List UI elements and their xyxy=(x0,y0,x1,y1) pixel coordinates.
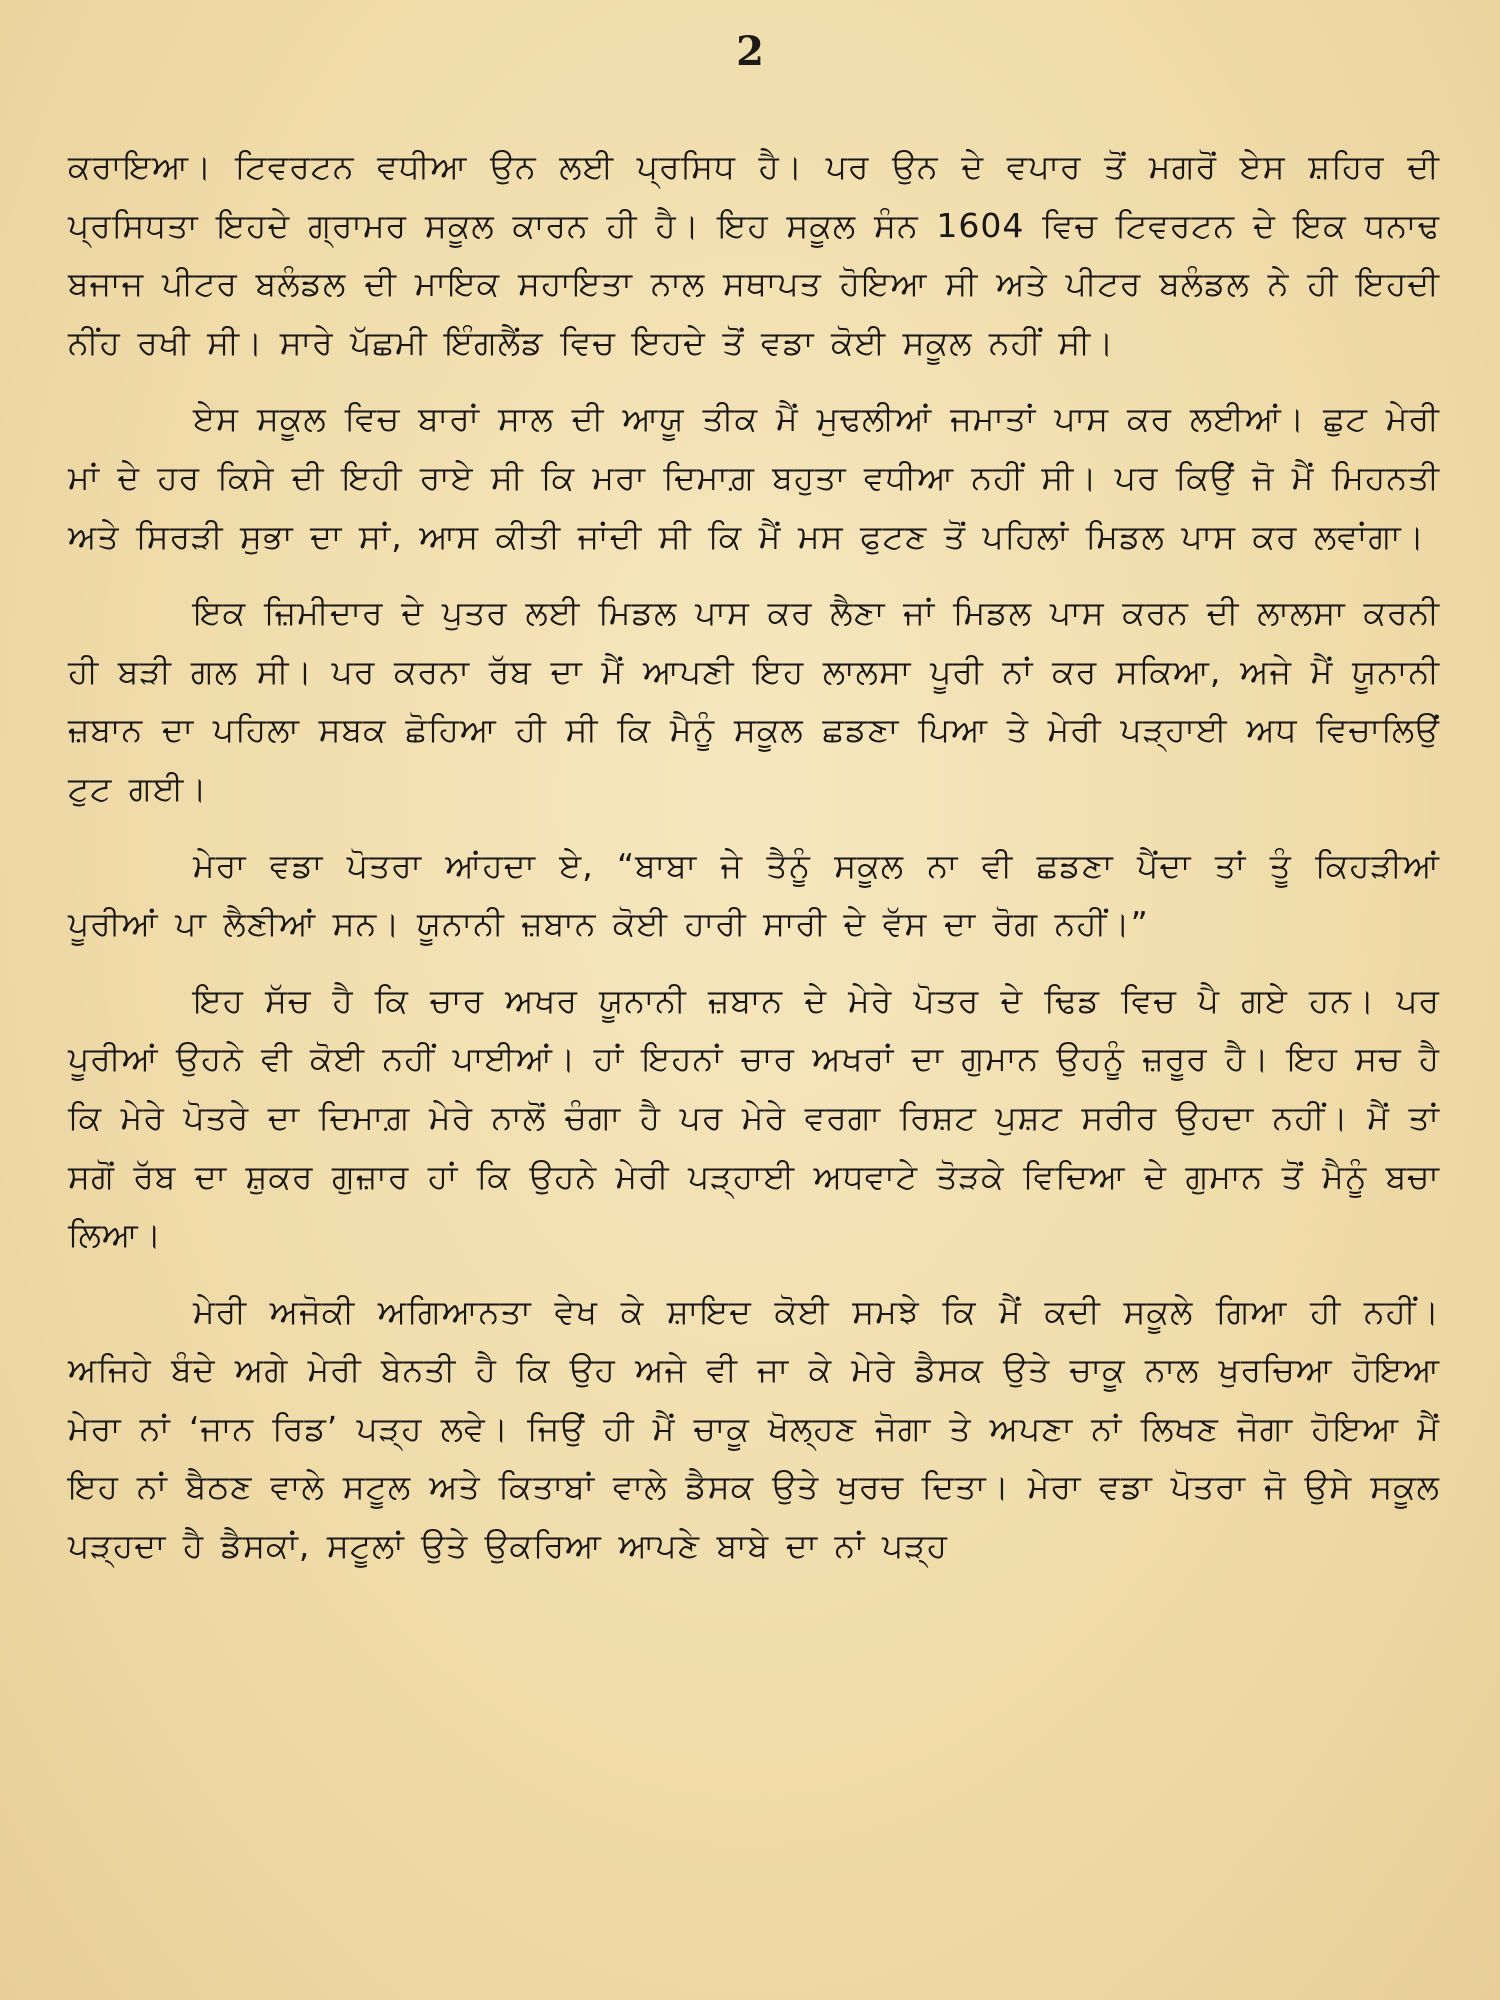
page-body xyxy=(68,138,1440,1594)
paragraph-1: ਕਰਾਇਆ। ਟਿਵਰਟਨ ਵਧੀਆ ਉਨ ਲਈ ਪ੍ਰਸਿਧ ਹੈ। ਪਰ ਉਨ ਦੇ ਵਪਾਰ ਤੋਂ ਮਗਰੋਂ ਏਸ ਸ਼ਹਿਰ ਦੀ ਪ੍ਰਸਿਧਤਾ ਇਹਦੇ ਗ੍ਰਾਮਰ ਸਕੂਲ ਕਾਰਨ ਹੀ ਹੈ। ਇਹ ਸਕੂਲ ਸੰਨ 1604 ਵਿਚ ਟਿਵਰਟਨ ਦੇ ਇਕ ਧਨਾਢ ਬਜਾਜ ਪੀਟਰ ਬਲੰਡਲ ਦੀ ਮਾਇਕ ਸਹਾਇਤਾ ਨਾਲ ਸਥਾਪਤ ਹੋਇਆ ਸੀ ਅਤੇ ਪੀਟਰ ਬਲੰਡਲ ਨੇ ਹੀ ਇਹਦੀ ਨੀਂਹ ਰਖੀ ਸੀ। ਸਾਰੇ ਪੱਛਮੀ ਇੰਗਲੈਂਡ ਵਿਚ ਇਹਦੇ ਤੋਂ ਵਡਾ ਕੋਈ ਸਕੂਲ ਨਹੀਂ ਸੀ। xyxy=(68,147,1440,362)
paragraph-3: ਇਕ ਜ਼ਿਮੀਦਾਰ ਦੇ ਪੁਤਰ ਲਈ ਮਿਡਲ ਪਾਸ ਕਰ ਲੈਣਾ ਜਾਂ ਮਿਡਲ ਪਾਸ ਕਰਨ ਦੀ ਲਾਲਸਾ ਕਰਨੀ ਹੀ ਬੜੀ ਗਲ ਸੀ। ਪਰ ਕਰਨਾ ਰੱਬ ਦਾ ਮੈਂ ਆਪਣੀ ਇਹ ਲਾਲਸਾ ਪੂਰੀ ਨਾਂ ਕਰ ਸਕਿਆ, ਅਜੇ ਮੈਂ ਯੂਨਾਨੀ ਜ਼ਬਾਨ ਦਾ ਪਹਿਲਾ ਸਬਕ ਛੋਹਿਆ ਹੀ ਸੀ ਕਿ ਮੈਨੂੰ ਸਕੂਲ ਛਡਣਾ ਪਿਆ ਤੇ ਮੇਰੀ ਪੜ੍ਹਾਈ ਅਧ ਵਿਚਾਲਿਉਂ ਟੁਟ ਗਈ। xyxy=(68,593,1440,808)
paragraph-4: ਮੇਰਾ ਵਡਾ ਪੋਤਰਾ ਆਂਹਦਾ ਏ, “ਬਾਬਾ ਜੇ ਤੈਨੂੰ ਸਕੂਲ ਨਾ ਵੀ ਛਡਣਾ ਪੈਂਦਾ ਤਾਂ ਤੂੰ ਕਿਹੜੀਆਂ ਪੂਰੀਆਂ ਪਾ ਲੈਣੀਆਂ ਸਨ। ਯੂਨਾਨੀ ਜ਼ਬਾਨ ਕੋਈ ਹਾਰੀ ਸਾਰੀ ਦੇ ਵੱਸ ਦਾ ਰੋਗ ਨਹੀਂ।” xyxy=(68,845,1440,944)
paragraph-5: ਇਹ ਸੱਚ ਹੈ ਕਿ ਚਾਰ ਅਖਰ ਯੂਨਾਨੀ ਜ਼ਬਾਨ ਦੇ ਮੇਰੇ ਪੋਤਰ ਦੇ ਢਿਡ ਵਿਚ ਪੈ ਗਏ ਹਨ। ਪਰ ਪੂਰੀਆਂ ਉਹਨੇ ਵੀ ਕੋਈ ਨਹੀਂ ਪਾਈਆਂ। ਹਾਂ ਇਹਨਾਂ ਚਾਰ ਅਖਰਾਂ ਦਾ ਗੁਮਾਨ ਉਹਨੂੰ ਜ਼ਰੂਰ ਹੈ। ਇਹ ਸਚ ਹੈ ਕਿ ਮੇਰੇ ਪੋਤਰੇ ਦਾ ਦਿਮਾਗ਼ ਮੇਰੇ ਨਾਲੋਂ ਚੰਗਾ ਹੈ ਪਰ ਮੇਰੇ ਵਰਗਾ ਰਿਸ਼ਟ ਪੁਸ਼ਟ ਸਰੀਰ ਉਹਦਾ ਨਹੀਂ। ਮੈਂ ਤਾਂ ਸਗੋਂ ਰੱਬ ਦਾ ਸ਼ੁਕਰ ਗੁਜ਼ਾਰ ਹਾਂ ਕਿ ਉਹਨੇ ਮੇਰੀ ਪੜ੍ਹਾਈ ਅਧਵਾਟੇ ਤੋੜਕੇ ਵਿਦਿਆ ਦੇ ਗੁਮਾਨ ਤੋਂ ਮੈਨੂੰ ਬਚਾ ਲਿਆ। xyxy=(68,980,1440,1255)
paragraph-2: ਏਸ ਸਕੂਲ ਵਿਚ ਬਾਰਾਂ ਸਾਲ ਦੀ ਆਯੂ ਤੀਕ ਮੈਂ ਮੁਢਲੀਆਂ ਜਮਾਤਾਂ ਪਾਸ ਕਰ ਲਈਆਂ। ਛੁਟ ਮੇਰੀ ਮਾਂ ਦੇ ਹਰ ਕਿਸੇ ਦੀ ਇਹੀ ਰਾਏ ਸੀ ਕਿ ਮਰਾ ਦਿਮਾਗ਼ ਬਹੁਤਾ ਵਧੀਆ ਨਹੀਂ ਸੀ। ਪਰ ਕਿਉਂ ਜੋ ਮੈਂ ਮਿਹਨਤੀ ਅਤੇ ਸਿਰੜੀ ਸੁਭਾ ਦਾ ਸਾਂ, ਆਸ ਕੀਤੀ ਜਾਂਦੀ ਸੀ ਕਿ ਮੈਂ ਮਸ ਫੁਟਣ ਤੋਂ ਪਹਿਲਾਂ ਮਿਡਲ ਪਾਸ ਕਰ ਲਵਾਂਗਾ। xyxy=(68,399,1440,556)
page-number: 2 xyxy=(736,28,764,75)
paragraph-6: ਮੇਰੀ ਅਜੋਕੀ ਅਗਿਆਨਤਾ ਵੇਖ ਕੇ ਸ਼ਾਇਦ ਕੋਈ ਸਮਝੇ ਕਿ ਮੈਂ ਕਦੀ ਸਕੂਲੇ ਗਿਆ ਹੀ ਨਹੀਂ। ਅਜਿਹੇ ਬੰਦੇ ਅਗੇ ਮੇਰੀ ਬੇਨਤੀ ਹੈ ਕਿ ਉਹ ਅਜੇ ਵੀ ਜਾ ਕੇ ਮੇਰੇ ਡੈਸਕ ਉਤੇ ਚਾਕੂ ਨਾਲ ਖੁਰਚਿਆ ਹੋਇਆ ਮੇਰਾ ਨਾਂ ‘ਜਾਨ ਰਿਡ’ ਪੜ੍ਹ ਲਵੇ। ਜਿਉਂ ਹੀ ਮੈਂ ਚਾਕੂ ਖੋਲ੍ਹਣ ਜੋਗਾ ਤੇ ਅਪਣਾ ਨਾਂ ਲਿਖਣ ਜੋਗਾ ਹੋਇਆ ਮੈਂ ਇਹ ਨਾਂ ਬੈਠਣ ਵਾਲੇ ਸਟੂਲ ਅਤੇ ਕਿਤਾਬਾਂ ਵਾਲੇ ਡੈਸਕ ਉਤੇ ਖੁਰਚ ਦਿਤਾ। ਮੇਰਾ ਵਡਾ ਪੋਤਰਾ ਜੋ ਉਸੇ ਸਕੂਲ ਪੜ੍ਹਦਾ ਹੈ ਡੈਸਕਾਂ, ਸਟੂਲਾਂ ਉਤੇ ਉਕਰਿਆ ਆਪਣੇ ਬਾਬੇ ਦਾ ਨਾਂ ਪੜ੍ਹ xyxy=(68,1291,1440,1566)
